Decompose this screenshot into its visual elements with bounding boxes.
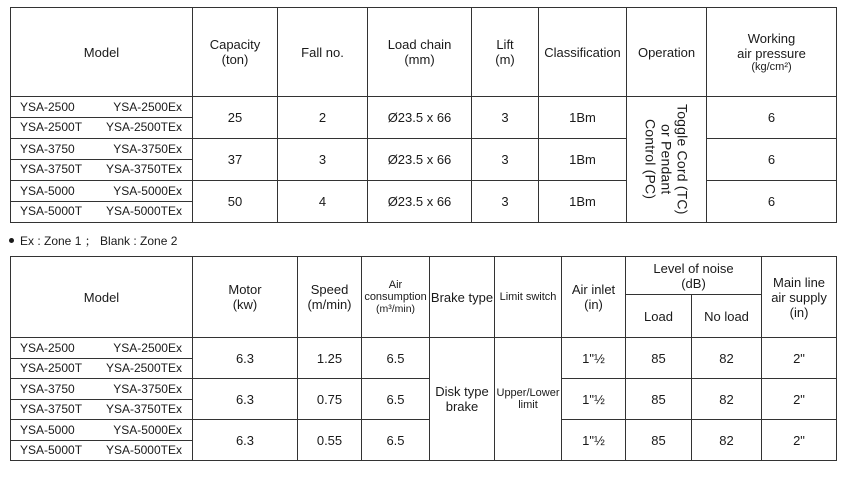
header-noise-load: Load: [626, 295, 692, 338]
capacity-cell: 50: [193, 181, 278, 223]
speed-cell: 0.75: [298, 379, 362, 420]
header-noise-no-load: No load: [692, 295, 762, 338]
inlet-cell: 1"½: [562, 338, 626, 379]
fall-cell: 2: [278, 97, 368, 139]
speed-cell: 0.55: [298, 420, 362, 461]
noise-load-cell: 85: [626, 379, 692, 420]
fall-cell: 4: [278, 181, 368, 223]
main-cell: 2": [762, 379, 837, 420]
header-motor: Motor (kw): [193, 257, 298, 338]
chain-cell: Ø23.5 x 66: [368, 181, 472, 223]
table-1-header-row: [11, 8, 837, 97]
header-air-inlet: Air inlet (in): [562, 257, 626, 338]
header-classification: Classification: [539, 8, 627, 97]
model-cell: YSA-5000 YSA-5000Ex YSA-5000T YSA-5000TEx: [11, 420, 193, 461]
table-2-header-row: [11, 257, 837, 295]
air-cell: 6.5: [362, 338, 430, 379]
header-air-consumption: Air consumption (m³/min): [362, 257, 430, 338]
operation-cell: Toggle Cord (TC) or Pendant Control (PC): [627, 97, 707, 223]
model-cell: YSA-3750 YSA-3750Ex YSA-3750T YSA-3750TEx: [11, 379, 193, 420]
capacity-cell: 37: [193, 139, 278, 181]
air-cell: 6.5: [362, 420, 430, 461]
header-load-chain: Load chain (mm): [368, 8, 472, 97]
lift-cell: 3: [472, 139, 539, 181]
brake-cell: Disk type brake: [430, 338, 495, 461]
table-row: [11, 139, 837, 181]
table-row: [11, 420, 837, 461]
noise-noload-cell: 82: [692, 338, 762, 379]
zone-note: [9, 232, 177, 249]
motor-cell: 6.3: [193, 338, 298, 379]
pressure-cell: 6: [707, 97, 837, 139]
header-main-line-air-supply: Main line air supply (in): [762, 257, 837, 338]
air-cell: 6.5: [362, 379, 430, 420]
lift-cell: 3: [472, 181, 539, 223]
spec-table-2: [10, 256, 837, 461]
fall-cell: 3: [278, 139, 368, 181]
speed-cell: 1.25: [298, 338, 362, 379]
class-cell: 1Bm: [539, 139, 627, 181]
table-row: [11, 338, 837, 379]
main-cell: 2": [762, 420, 837, 461]
header-fall-no: Fall no.: [278, 8, 368, 97]
model-cell: YSA-3750 YSA-3750Ex YSA-3750T YSA-3750TEx: [11, 139, 193, 181]
capacity-cell: 25: [193, 97, 278, 139]
table-row: [11, 97, 837, 139]
header-model: Model: [11, 257, 193, 338]
model-cell: YSA-2500 YSA-2500Ex YSA-2500T YSA-2500TEx: [11, 97, 193, 139]
class-cell: 1Bm: [539, 97, 627, 139]
table-row: [11, 181, 837, 223]
header-speed: Speed (m/min): [298, 257, 362, 338]
header-limit-switch: Limit switch: [495, 257, 562, 338]
motor-cell: 6.3: [193, 420, 298, 461]
header-operation: Operation: [627, 8, 707, 97]
lift-cell: 3: [472, 97, 539, 139]
header-brake-type: Brake type: [430, 257, 495, 338]
noise-load-cell: 85: [626, 420, 692, 461]
table-row: [11, 379, 837, 420]
header-level-of-noise: Level of noise (dB): [626, 257, 762, 295]
chain-cell: Ø23.5 x 66: [368, 139, 472, 181]
noise-noload-cell: 82: [692, 420, 762, 461]
class-cell: 1Bm: [539, 181, 627, 223]
pressure-cell: 6: [707, 181, 837, 223]
limit-cell: Upper/Lower limit: [495, 338, 562, 461]
motor-cell: 6.3: [193, 379, 298, 420]
pressure-cell: 6: [707, 139, 837, 181]
model-cell: YSA-2500 YSA-2500Ex YSA-2500T YSA-2500TEx: [11, 338, 193, 379]
header-capacity: Capacity (ton): [193, 8, 278, 97]
header-model: Model: [11, 8, 193, 97]
inlet-cell: 1"½: [562, 420, 626, 461]
noise-noload-cell: 82: [692, 379, 762, 420]
inlet-cell: 1"½: [562, 379, 626, 420]
header-working-air-pressure: Working air pressure (kg/cm²): [707, 8, 837, 97]
model-cell: YSA-5000 YSA-5000Ex YSA-5000T YSA-5000TEx: [11, 181, 193, 223]
spec-table-1: [10, 7, 837, 223]
main-cell: 2": [762, 338, 837, 379]
chain-cell: Ø23.5 x 66: [368, 97, 472, 139]
header-lift: Lift (m): [472, 8, 539, 97]
noise-load-cell: 85: [626, 338, 692, 379]
zone-note-text: Ex : Zone 1 ； Blank : Zone 2: [20, 234, 178, 248]
bullet-icon: [9, 238, 14, 243]
